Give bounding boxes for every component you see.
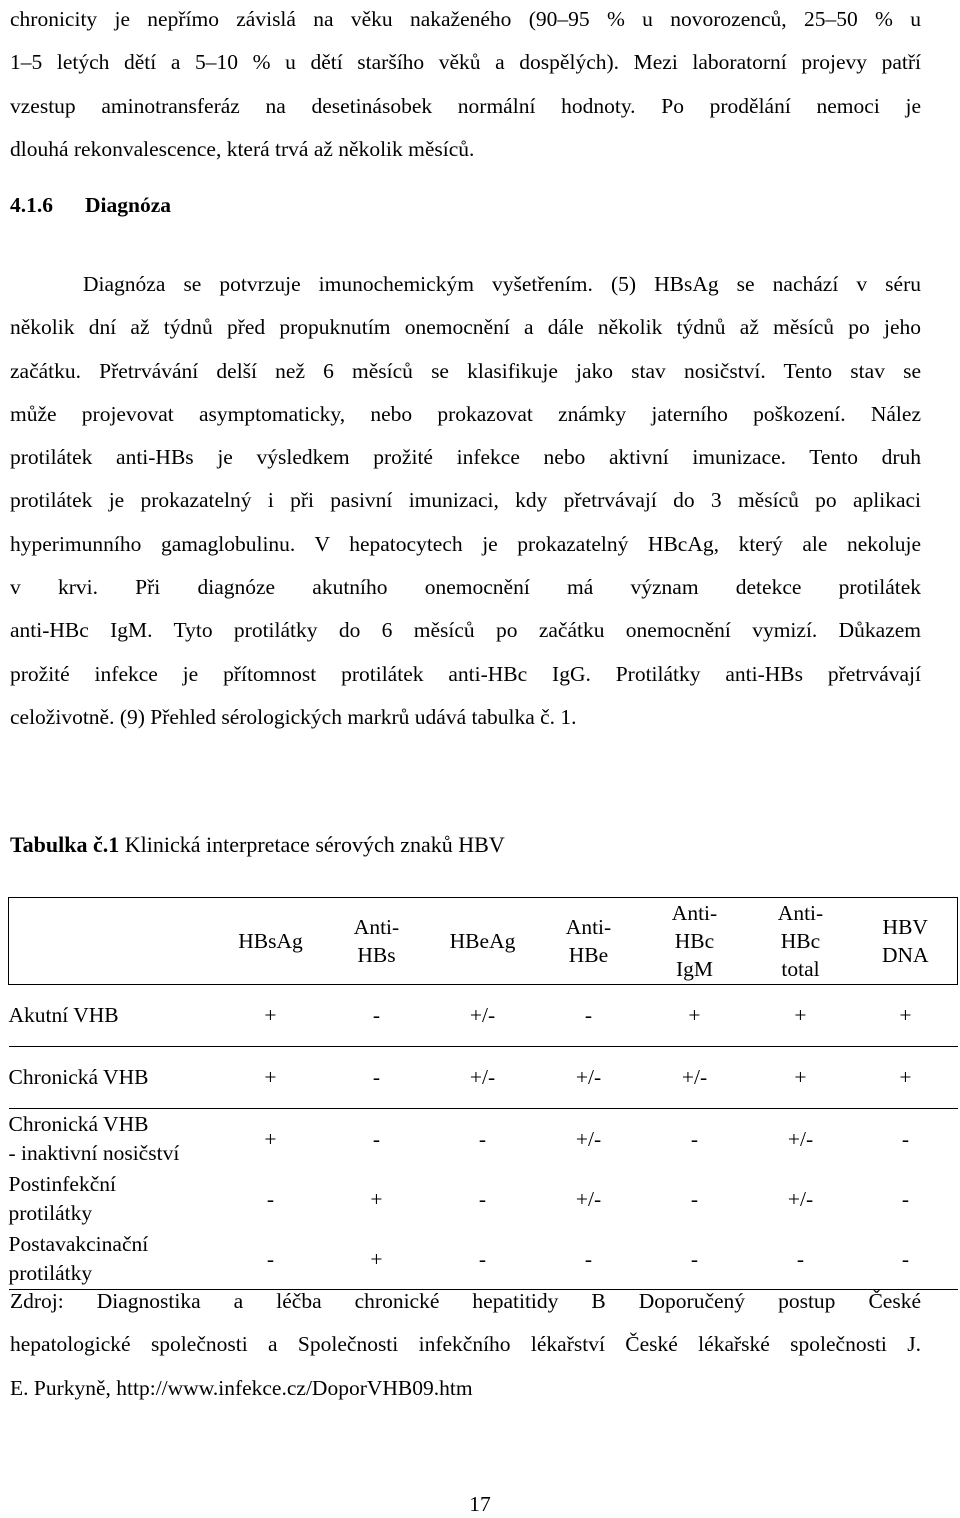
- header-anti-hbc-total: Anti- HBc total: [777, 901, 824, 981]
- text-line: Diagnóza se potvrzuje imunochemickým vyšetřením. (5) HBsAg se nachází v séru: [83, 272, 921, 296]
- table-cell: +: [370, 1246, 383, 1271]
- header-anti-hbe: Anti- HBe: [565, 915, 612, 967]
- text-line: Zdroj: Diagnostika a léčba chronické hepatitidy B Doporučený postup České: [10, 1289, 921, 1313]
- table-cell: +/-: [681, 1065, 708, 1089]
- table-cell: +: [899, 1065, 912, 1089]
- table-row: [9, 1047, 958, 1109]
- text-line: celoživotně. (9) Přehled sérologických markrů udává tabulka č. 1.: [10, 704, 577, 729]
- text-line: hyperimunního gamaglobulinu. V hepatocytech je prokazatelný HBcAg, který ale nekoluje: [10, 531, 921, 556]
- table-row: [9, 1109, 958, 1170]
- table-cell: -: [372, 1065, 381, 1089]
- table-cell: +/-: [575, 1065, 602, 1089]
- table-cell: +/-: [469, 1003, 496, 1027]
- header-hbsag: HBsAg: [238, 929, 303, 953]
- section-number: 4.1.6: [10, 193, 53, 217]
- table-cell: +/-: [787, 1186, 814, 1211]
- table-cell: +: [264, 1065, 277, 1089]
- text-line: anti-HBc IgM. Tyto protilátky do 6 měsíců po začátku onemocnění vymizí. Důkazem: [10, 618, 921, 643]
- section-heading: [10, 193, 171, 218]
- table-header-row: [9, 898, 958, 985]
- paragraph-chronicity: [10, 0, 921, 171]
- row-label: Akutní VHB: [8, 1003, 119, 1027]
- header-anti-hbc-igm: Anti- HBc IgM: [671, 901, 718, 981]
- text-line: vzestup aminotransferáz na desetinásobek normální hodnoty. Po prodělání nemoci je: [10, 93, 921, 118]
- header-hbv-dna: HBV DNA: [881, 915, 929, 967]
- table-cell: +/-: [575, 1126, 602, 1151]
- table-cell: -: [584, 1003, 593, 1027]
- header-hbeag: HBeAg: [449, 929, 516, 953]
- paragraph-diagnosis: [10, 263, 921, 739]
- text-line: dlouhá rekonvalescence, která trvá až několik měsíců.: [10, 136, 475, 161]
- caption-number: 1: [108, 832, 120, 857]
- table-cell: -: [584, 1246, 593, 1271]
- text-line: hepatologické společnosti a Společnosti infekčního lékařství České lékařské společnosti J.: [10, 1332, 921, 1357]
- table-cell: +: [370, 1186, 383, 1211]
- table-cell: +/-: [787, 1126, 814, 1151]
- table-cell: +/-: [575, 1186, 602, 1211]
- text-line: začátku. Přetrvávání delší než 6 měsíců se klasifikuje jako stav nosičství. Tento stav se: [10, 358, 921, 383]
- table-cell: +/-: [469, 1065, 496, 1089]
- table-cell: -: [266, 1186, 275, 1211]
- caption-label: Tabulka č.: [10, 832, 109, 857]
- table-cell: -: [901, 1186, 910, 1211]
- table-cell: -: [372, 1126, 381, 1151]
- table-cell: +: [688, 1003, 701, 1027]
- hbv-markers-table: [8, 897, 958, 1290]
- table-row: [9, 1169, 958, 1229]
- text-line: několik dní až týdnů před propuknutím onemocnění a dále několik týdnů až měsíců po jeho: [10, 315, 921, 340]
- text-line: protilátek je prokazatelný i při pasivní imunizaci, kdy přetrvávají do 3 měsíců po aplikaci: [10, 488, 921, 513]
- table-cell: -: [690, 1126, 699, 1151]
- table-cell: +: [264, 1003, 277, 1027]
- page-number: 17: [469, 1492, 491, 1516]
- table-source-note: [10, 1280, 921, 1410]
- table-cell: +: [899, 1003, 912, 1027]
- table-cell: -: [690, 1186, 699, 1211]
- row-label: Postavakcinační protilátky: [8, 1232, 149, 1285]
- row-label: Chronická VHB: [8, 1065, 149, 1089]
- text-line: může projevovat asymptomaticky, nebo prokazovat známky jaterního poškození. Nález: [10, 401, 921, 426]
- table-caption: [10, 832, 505, 858]
- text-line: 1–5 letých dětí a 5–10 % u dětí staršího věků a dospělých). Mezi laboratorní projevy patří: [10, 50, 921, 75]
- table-cell: +: [264, 1126, 277, 1151]
- table-cell: +: [794, 1003, 807, 1027]
- table-cell: -: [901, 1246, 910, 1271]
- section-title: Diagnóza: [85, 193, 171, 217]
- text-line: chronicity je nepřímo závislá na věku nakaženého (90–95 % u novorozenců, 25–50 % u: [10, 7, 921, 31]
- table-cell: -: [478, 1186, 487, 1211]
- header-corner: [9, 898, 218, 985]
- text-line: v krvi. Při diagnóze akutního onemocnění má význam detekce protilátek: [10, 575, 921, 600]
- row-label: Chronická VHB - inaktivní nosičství: [8, 1112, 180, 1165]
- table-row: [9, 985, 958, 1047]
- table-cell: -: [266, 1246, 275, 1271]
- table-cell: -: [372, 1003, 381, 1027]
- row-label: Postinfekční protilátky: [8, 1172, 116, 1225]
- text-line: protilátek anti-HBs je výsledkem prožité infekce nebo aktivní imunizace. Tento druh: [10, 445, 921, 470]
- header-anti-hbs: Anti- HBs: [353, 915, 400, 967]
- caption-text: Klinická interpretace sérových znaků HBV: [119, 832, 505, 857]
- table-cell: -: [690, 1246, 699, 1271]
- table-cell: -: [478, 1246, 487, 1271]
- table-cell: -: [478, 1126, 487, 1151]
- table-cell: -: [901, 1126, 910, 1151]
- table-cell: -: [796, 1246, 805, 1271]
- text-line: E. Purkyně, http://www.infekce.cz/DoporVHB09.htm: [10, 1375, 473, 1400]
- table-cell: +: [794, 1065, 807, 1089]
- text-line: prožité infekce je přítomnost protilátek anti-HBc IgG. Protilátky anti-HBs přetrvávají: [10, 661, 921, 686]
